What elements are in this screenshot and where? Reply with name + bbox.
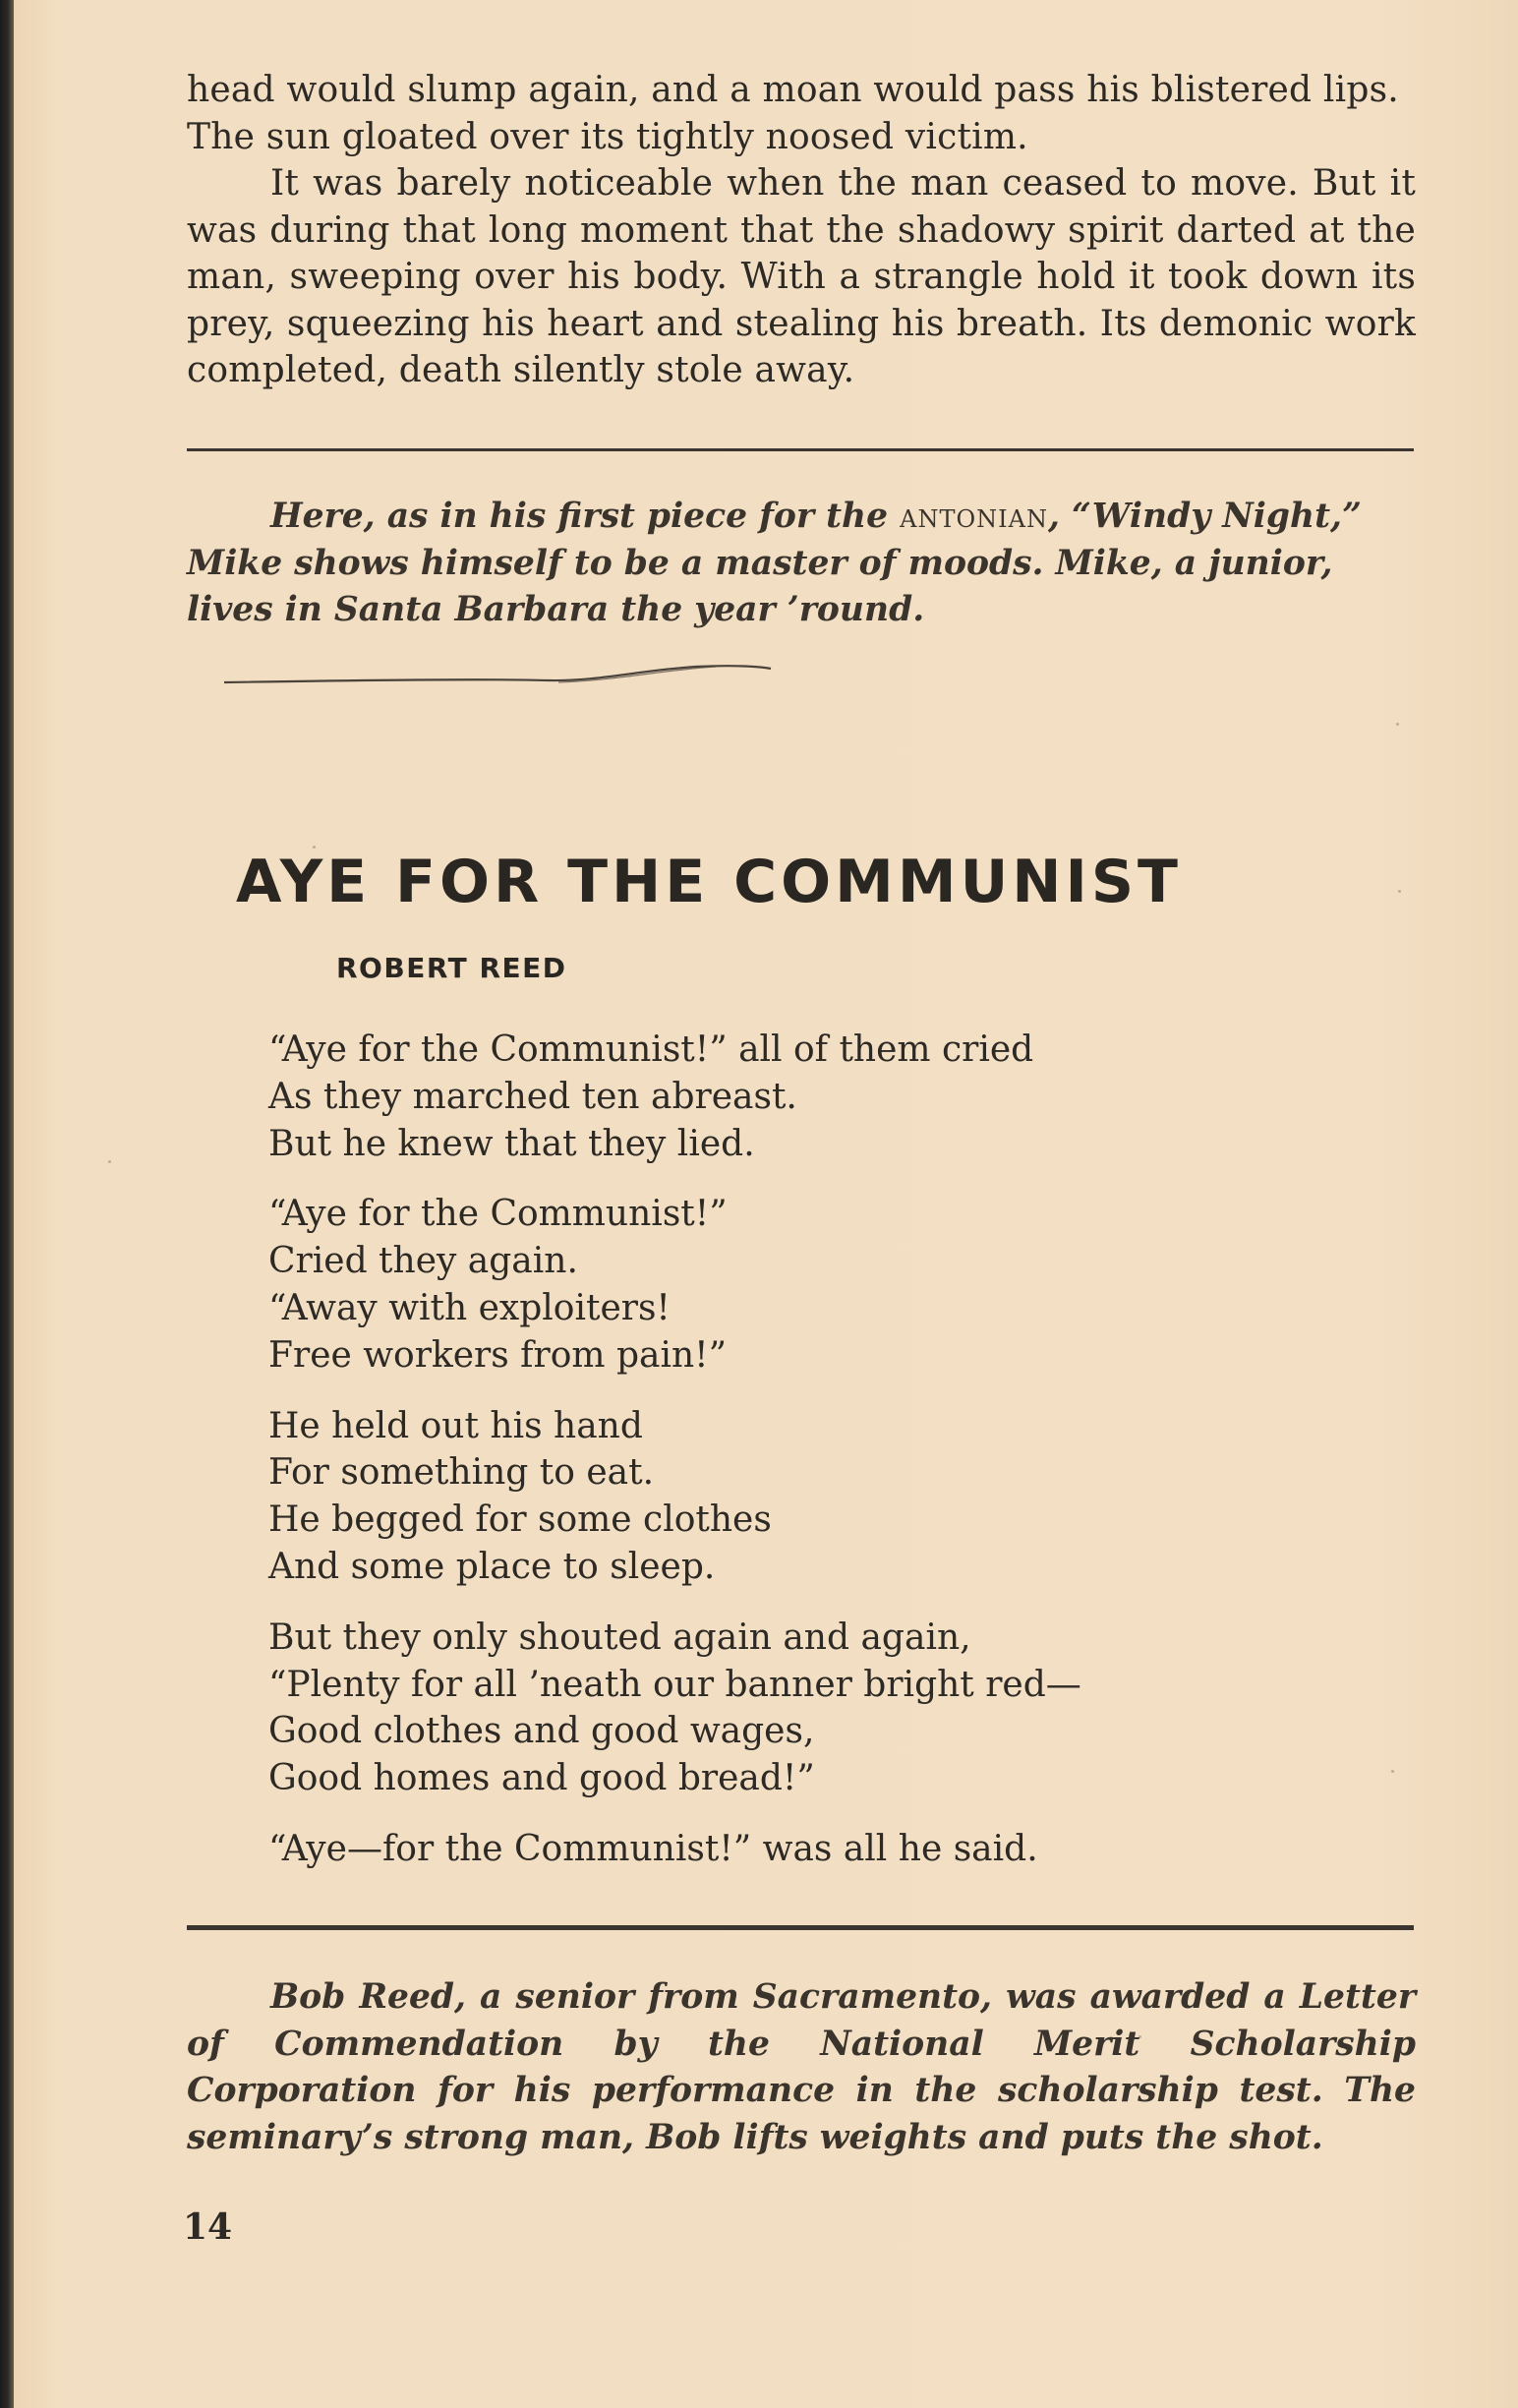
poem-line: But they only shouted again and again, (268, 1616, 971, 1658)
bio-bob (187, 1974, 1416, 2161)
paper-speck (1398, 890, 1401, 893)
poem-stanza (268, 1027, 1081, 1167)
poem-line: “Aye for the Communist!” (268, 1194, 728, 1235)
poem-stanza (268, 1826, 1081, 1873)
story-text (187, 67, 1416, 394)
poem-line: Good homes and good bread!” (268, 1758, 815, 1799)
bio-mike (187, 494, 1416, 634)
paper-speck (108, 1160, 111, 1163)
poem-stanza (268, 1615, 1081, 1802)
poem-line: Free workers from pain!” (268, 1334, 728, 1376)
poem-line: For something to eat. (268, 1452, 655, 1494)
publication-name: antonian (900, 497, 1048, 536)
poem-line: But he knew that they lied. (268, 1123, 755, 1164)
story-paragraph-1: head would slump again, and a moan would pass his blistered lips. The sun gloated over its tightly noosed victim. (187, 70, 1399, 157)
poem-body (268, 1027, 1081, 1897)
poem-line: He begged for some clothes (268, 1499, 772, 1541)
poem-line: As they marched ten abreast. (268, 1076, 797, 1117)
poem-line: “Plenty for all ’neath our banner bright red— (268, 1664, 1081, 1705)
poem-title: AYE FOR THE COMMUNIST (236, 848, 1182, 916)
paper-speck (1396, 723, 1399, 726)
paper-speck (1391, 1770, 1394, 1773)
poem-line: He held out his hand (268, 1405, 643, 1446)
poem-line: “Aye for the Communist!” all of them cried (268, 1029, 1034, 1070)
bio-mike-rest: , “Windy Night,” Mike shows himself to be a master of moods. Mike, a junior, lives in Santa Barbara the year ’round. (187, 497, 1362, 629)
section-divider (187, 1925, 1414, 1930)
poem-stanza (268, 1191, 1081, 1379)
poem-author: ROBERT REED (336, 952, 567, 984)
bio-mike-text (187, 494, 1416, 634)
poem-line: “Aye—for the Communist!” was all he said. (268, 1828, 1038, 1869)
poem-line: Good clothes and good wages, (268, 1711, 815, 1752)
poem-line: Cried they again. (268, 1241, 578, 1282)
bio-mike-lead: Here, as in his first piece for the (270, 497, 901, 536)
poem-line: And some place to sleep. (268, 1546, 716, 1587)
poem-line: “Away with exploiters! (268, 1287, 671, 1328)
story-paragraph-2: It was barely noticeable when the man ceased to move. But it was during that long moment that the shadowy spirit darted at the man, sweeping over his body. With a strangle hold it took down its prey, squeezing his heart and stealing his breath. Its demonic work completed, death silently stole away. (187, 163, 1416, 390)
book-spine-edge (0, 0, 14, 2408)
poem-stanza (268, 1403, 1081, 1591)
page-number: 14 (183, 2206, 233, 2248)
decorative-swash (224, 657, 775, 696)
bio-bob-text: Bob Reed, a senior from Sacramento, was awarded a Letter of Commendation by the National Merit Scholarship Corporation for his performance in the scholarship test. The seminary’s strong man, Bob lifts weights and puts the shot. (187, 1977, 1416, 2157)
section-divider (187, 448, 1414, 451)
